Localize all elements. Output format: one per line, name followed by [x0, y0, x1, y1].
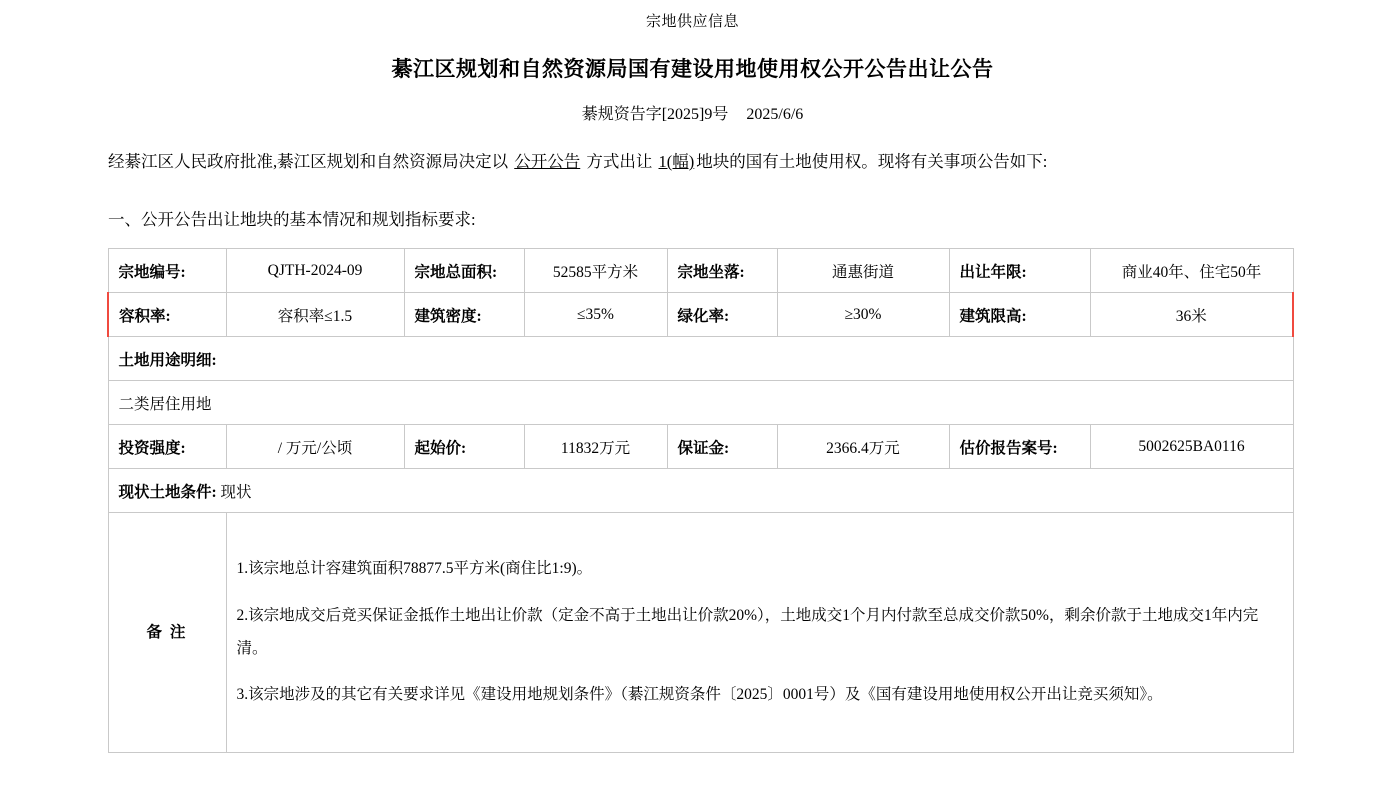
- cell-term-label: 出让年限:: [949, 249, 1090, 293]
- cell-far-value: 容积率≤1.5: [226, 293, 404, 337]
- cell-land-condition-value: 现状: [220, 483, 252, 501]
- cell-usage-detail-label: 土地用途明细:: [108, 337, 1293, 381]
- cell-investment-label: 投资强度:: [108, 425, 226, 469]
- table-row-highlighted: [108, 293, 1293, 337]
- cell-height-limit-value: 36米: [1090, 293, 1293, 337]
- intro-suffix: 地块的国有土地使用权。现将有关事项公告如下:: [696, 152, 1048, 171]
- cell-land-condition-label: 现状土地条件:: [118, 483, 217, 501]
- cell-density-value: ≤35%: [524, 293, 667, 337]
- remark-item: 3.该宗地涉及的其它有关要求详见《建设用地规划条件》（綦江规资条件〔2025〕0001号）及《国有建设用地使用权公开出让竞买须知》。: [236, 686, 1163, 704]
- cell-appraisal-label: 估价报告案号:: [949, 425, 1090, 469]
- cell-green-rate-label: 绿化率:: [667, 293, 777, 337]
- intro-count: 1(幅): [658, 152, 695, 171]
- document-page: [0, 10, 1385, 811]
- cell-density-label: 建筑密度:: [404, 293, 524, 337]
- cell-total-area-value: 52585平方米: [524, 249, 667, 293]
- cell-start-price-label: 起始价:: [404, 425, 524, 469]
- land-parcel-table: [107, 248, 1294, 753]
- intro-highlight: 公开公告: [514, 152, 581, 171]
- cell-height-limit-label: 建筑限高:: [949, 293, 1090, 337]
- cell-start-price-value: 11832万元: [524, 425, 667, 469]
- cell-parcel-number-label: 宗地编号:: [108, 249, 226, 293]
- intro-middle: 方式出让: [586, 152, 653, 171]
- table-row: [108, 469, 1293, 513]
- cell-deposit-label: 保证金:: [667, 425, 777, 469]
- cell-remark-label: 备 注: [108, 513, 226, 753]
- page-title: 綦江区规划和自然资源局国有建设用地使用权公开公告出让公告: [391, 57, 994, 81]
- document-number-line: [0, 101, 1385, 124]
- cell-remark-body: [226, 513, 1293, 753]
- cell-usage-detail-value: 二类居住用地: [108, 381, 1293, 425]
- table-row: [108, 337, 1293, 381]
- cell-appraisal-value: 5002625BA0116: [1090, 425, 1293, 469]
- cell-green-rate-value: ≥30%: [777, 293, 949, 337]
- cell-land-condition: [108, 469, 1293, 513]
- document-date: 2025/6/6: [746, 106, 804, 123]
- section-title: 一、公开公告出让地块的基本情况和规划指标要求:: [108, 210, 476, 230]
- table-row: [108, 513, 1293, 753]
- cell-location-label: 宗地坐落:: [667, 249, 777, 293]
- cell-investment-value: / 万元/公顷: [226, 425, 404, 469]
- remark-item: 2.该宗地成交后竞买保证金抵作土地出让价款（定金不高于土地出让价款20%），土地成交1个月内付款至总成交价款50%，剩余价款于土地成交1年内完清。: [236, 607, 1259, 657]
- page-top-label: 宗地供应信息: [645, 14, 739, 30]
- table-row: [108, 249, 1293, 293]
- cell-total-area-label: 宗地总面积:: [404, 249, 524, 293]
- cell-location-value: 通惠街道: [777, 249, 949, 293]
- cell-far-label: 容积率:: [108, 293, 226, 337]
- cell-parcel-number-value: QJTH-2024-09: [226, 249, 404, 293]
- remark-item: 1.该宗地总计容建筑面积78877.5平方米(商住比1:9)。: [236, 560, 593, 578]
- intro-prefix: 经綦江区人民政府批准,綦江区规划和自然资源局决定以: [108, 152, 509, 171]
- document-number: 綦规资告字[2025]9号: [581, 106, 729, 123]
- table-row: [108, 425, 1293, 469]
- table-row: [108, 381, 1293, 425]
- cell-deposit-value: 2366.4万元: [777, 425, 949, 469]
- intro-paragraph: [0, 148, 1385, 176]
- cell-term-value: 商业40年、住宅50年: [1090, 249, 1293, 293]
